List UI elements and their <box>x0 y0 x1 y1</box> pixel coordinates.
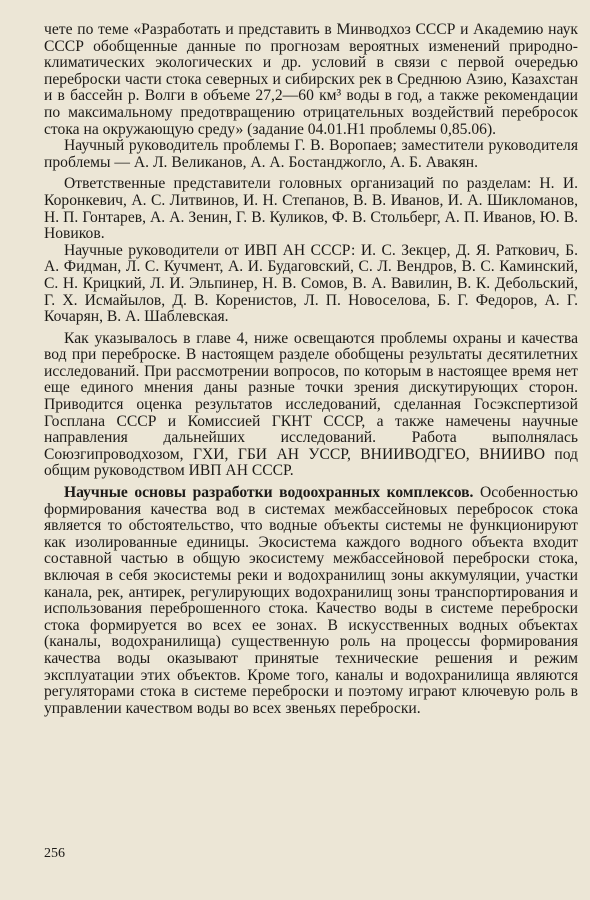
paragraph-chapter-intro <box>44 331 578 480</box>
section-heading: Научные основы разработки водоохранных комплексов. <box>64 484 474 502</box>
paragraph-text: Как указывалось в главе 4, ниже освещаются проблемы охраны и качества вод при переброске. В настоящем разделе обобщены результаты десятилетних исследований. При рассмотрении вопросов, по которым в настоящее время нет еще единого мнения даны разные точки зрения дискутирующих сторон. Приводится оценка результатов исследований, сделанная Госэкспертизой Госплана СССР и Комиссией ГКНТ СССР, а также намечены научные направления дальнейших исследований. Работа выполнялась Союзгипроводхозом, ГХИ, ГБИ АН УССР, ВНИИВОДГЕО, ВНИИВО под общим руководством ИВП АН СССР. <box>44 329 578 480</box>
page-number: 256 <box>44 846 65 861</box>
paragraph-text: Научные руководители от ИВП АН СССР: И. С. Зекцер, Д. Я. Раткович, Б. А. Фидман, Л. С. Кучмент, А. И. Будаговский, С. Л. Вендров, В. С. Каминский, С. Н. Крицкий, Л. И. Эльпинер, Н. В. Сомов, В. А. Вавилин, В. К. Дебольский, Г. Х. Исмайылов, Д. В. Коренистов, Л. П. Новоселова, Б. Г. Федоров, А. Г. Кочарян, В. А. Шаблевская. <box>44 241 578 326</box>
paragraph-scientific-leaders <box>44 138 578 171</box>
paragraph-responsible-representatives <box>44 176 578 242</box>
paragraph-text: Ответственные представители головных организаций по разделам: Н. И. Коронкевич, А. С. Литвинов, И. Н. Степанов, В. В. Иванов, И. А. Шикломанов, Н. П. Гонтарев, А. А. Зенин, Г. В. Куликов, Ф. В. Стольберг, А. П. Иванов, Ю. В. Новиков. <box>44 175 578 243</box>
paragraph-task-description <box>44 22 578 138</box>
paragraph-text: чете по теме «Разработать и представить в Минводхоз СССР и Академию наук СССР обобщенные данные по прогнозам вероятных изменений природно-климатических экологических и др. условий в связи с первой очередью переброски части стока северных и сибирских рек в Среднюю Азию, Казахстан и в бассейн р. Волги в объеме 27,2—60 км³ воды в год, а также рекомендации по максимальному предотвращению отрицательных воздействий перебросок стока на окружающую среду» (задание 04.01.Н1 проблемы 0,85.06). <box>44 21 578 138</box>
paragraph-water-protection-basics <box>44 485 578 717</box>
paragraph-ivp-supervisors <box>44 243 578 326</box>
paragraph-text: Научный руководитель проблемы Г. В. Воропаев; заместители руководителя проблемы — А. Л. Великанов, А. А. Бостанджогло, А. Б. Авакян. <box>44 137 578 171</box>
paragraph-text: Особенностью формирования качества вод в системах межбассейновых перебросок стока является то обстоятельство, что водные объекты системы не функционируют как изолированные единицы. Экосистема каждого водного объекта входит составной частью в общую экосистему межбассейновой переброски стока, включая в себя экосистемы реки и водохранилищ зоны аккумуляции, участки канала, рек, антирек, регулирующих водохранилищ зоны транспортирования и использования переброшенного стока. Качество воды в системе переброски стока формируется во всех ее зонах. В искусственных водных объектах (каналы, водохранилища) существенную роль на процессы формирования качества воды оказывают принятые технические решения и режим эксплуатации этих объектов. Кроме того, каналы и водохранилища являются регуляторами стока в системе переброски и поэтому играют ключевую роль в управлении качеством воды во всех звеньях переброски. <box>44 484 579 717</box>
